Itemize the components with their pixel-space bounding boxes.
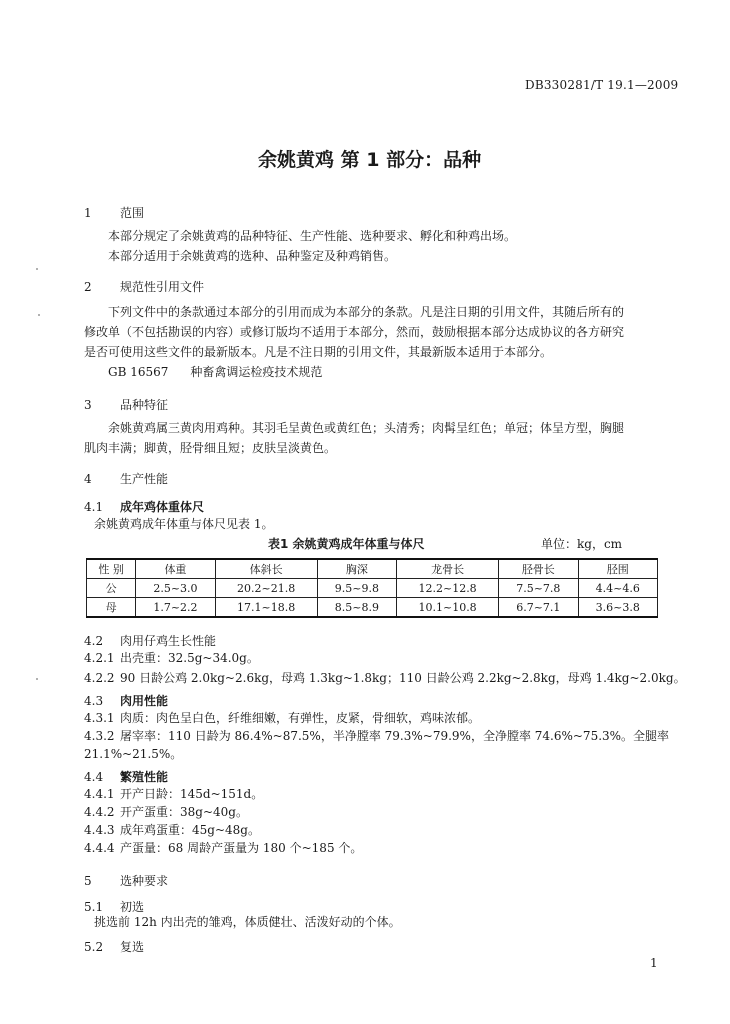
- table-cell: 10.1~10.8: [397, 598, 499, 618]
- paragraph: 挑选前 12h 内出壳的雏鸡，体质健壮、活泼好动的个体。: [94, 915, 401, 929]
- clause-continuation: 21.1%~21.5%。: [84, 747, 183, 761]
- clause-text: 产蛋量：68 周龄产蛋量为 180 个~185 个。: [120, 841, 363, 855]
- section-3-heading: [84, 396, 168, 413]
- section-number: 4.4: [84, 770, 104, 784]
- section-title: 品种特征: [120, 398, 169, 412]
- table-cell: 1.7~2.2: [136, 598, 215, 618]
- table-cell: 17.1~18.8: [215, 598, 317, 618]
- clause-4-2-1: [84, 648, 259, 669]
- table-cell: 2.5~3.0: [136, 579, 215, 598]
- clause-4-4-4: [84, 838, 362, 859]
- clause-number: 4.2.1: [84, 651, 115, 665]
- section-1-heading: [84, 204, 144, 221]
- table-header-row: [87, 559, 658, 579]
- paragraph-line: 余姚黄鸡属三黄肉用鸡种。其羽毛呈黄色或黄红色；头清秀；肉髯呈红色；单冠；体呈方型，胸腿: [108, 421, 625, 435]
- section-number: 4.1: [84, 500, 104, 514]
- section-title: 复选: [120, 940, 145, 954]
- section-number: 4.3: [84, 694, 104, 708]
- table-cell: 8.5~8.9: [317, 598, 396, 618]
- clause-number: 4.4.4: [84, 841, 115, 855]
- paragraph-line: 下列文件中的条款通过本部分的引用而成为本部分的条款。凡是注日期的引用文件，其随后所有的: [108, 305, 625, 319]
- scan-artifact: [38, 314, 40, 316]
- clause-number: 4.4.1: [84, 787, 115, 801]
- table-cell: 公: [87, 579, 136, 598]
- section-number: 1: [84, 206, 92, 220]
- clause-text: 成年鸡蛋重：45g~48g。: [120, 823, 260, 837]
- section-title: 范围: [120, 206, 145, 220]
- clause-number: 4.4.2: [84, 805, 115, 819]
- section-title: 规范性引用文件: [120, 280, 205, 294]
- table-cell: 20.2~21.8: [215, 579, 317, 598]
- subsection-4-2-heading: [84, 632, 216, 649]
- scan-artifact: [36, 268, 38, 270]
- clause-number: 4.3.1: [84, 711, 115, 725]
- section-number: 3: [84, 398, 92, 412]
- table-cell: 母: [87, 598, 136, 618]
- section-4-heading: [84, 470, 168, 487]
- column-header: 性 别: [87, 559, 136, 579]
- normative-reference: [108, 362, 322, 383]
- paragraph: 本部分规定了余姚黄鸡的品种特征、生产性能、选种要求、孵化和种鸡出场。: [108, 229, 517, 243]
- subsection-5-2-heading: [84, 938, 144, 955]
- clause-text: 肉质：肉色呈白色，纤维细嫩，有弹性，皮紧，骨细软，鸡味浓郁。: [120, 711, 481, 725]
- clause-text: 开产日龄：145d~151d。: [120, 787, 264, 801]
- paragraph-line: 肌肉丰满；脚黄，胫骨细且短；皮肤呈淡黄色。: [84, 441, 337, 455]
- page-number: 1: [650, 956, 658, 970]
- column-header: 胸深: [317, 559, 396, 579]
- table-cell: 6.7~7.1: [499, 598, 578, 618]
- clause-text: 开产蛋重：38g~40g。: [120, 805, 248, 819]
- paragraph-line: 是否可使用这些文件的最新版本。凡是不注日期的引用文件，其最新版本适用于本部分。: [84, 345, 553, 359]
- paragraph: 余姚黄鸡成年体重与体尺见表 1。: [94, 517, 274, 531]
- table-row: [87, 579, 658, 598]
- section-2-heading: [84, 278, 204, 295]
- section-number: 4: [84, 472, 92, 486]
- reference-title: 种畜禽调运检疫技术规范: [190, 365, 323, 379]
- clause-4-2-2: [84, 668, 686, 689]
- reference-code: GB 16567: [108, 365, 169, 379]
- scan-artifact: [36, 678, 38, 680]
- table-caption: 表1 余姚黄鸡成年体重与体尺: [268, 537, 425, 551]
- clause-number: 4.4.3: [84, 823, 115, 837]
- table-cell: 7.5~7.8: [499, 579, 578, 598]
- section-title: 繁殖性能: [120, 770, 169, 784]
- clause-text: 90 日龄公鸡 2.0kg~2.6kg，母鸡 1.3kg~1.8kg；110 日龄公鸡 2.2kg~2.8kg，母鸡 1.4kg~2.0kg。: [120, 671, 686, 685]
- subsection-4-1-heading: [84, 498, 204, 515]
- table-unit: 单位：kg，cm: [541, 537, 623, 551]
- section-number: 5: [84, 874, 92, 888]
- document-id: DB330281/T 19.1—2009: [525, 78, 679, 92]
- section-title: 成年鸡体重体尺: [120, 500, 205, 514]
- paragraph-line: 修改单（不包括勘误的内容）或修订版均不适用于本部分，然而，鼓励根据本部分达成协议的各方研究: [84, 325, 625, 339]
- column-header: 胫围: [578, 559, 657, 579]
- column-header: 胫骨长: [499, 559, 578, 579]
- section-title: 肉用仔鸡生长性能: [120, 634, 217, 648]
- table-cell: 3.6~3.8: [578, 598, 657, 618]
- section-number: 5.1: [84, 900, 104, 914]
- column-header: 体重: [136, 559, 215, 579]
- page-title: 余姚黄鸡 第 1 部分：品种: [258, 149, 482, 171]
- clause-text: 屠宰率：110 日龄为 86.4%~87.5%，半净膛率 79.3%~79.9%，全净膛率 74.6%~75.3%。全腿率: [120, 729, 670, 743]
- section-title: 选种要求: [120, 874, 169, 888]
- section-5-heading: [84, 872, 168, 889]
- section-number: 2: [84, 280, 92, 294]
- section-number: 5.2: [84, 940, 104, 954]
- section-number: 4.2: [84, 634, 104, 648]
- section-title: 生产性能: [120, 472, 169, 486]
- clause-number: 4.2.2: [84, 671, 115, 685]
- table-row: [87, 598, 658, 618]
- paragraph: 本部分适用于余姚黄鸡的选种、品种鉴定及种鸡销售。: [108, 249, 397, 263]
- subsection-4-4-heading: [84, 768, 168, 785]
- table-cell: 12.2~12.8: [397, 579, 499, 598]
- clause-text: 出壳重：32.5g~34.0g。: [120, 651, 259, 665]
- clause-number: 4.3.2: [84, 729, 115, 743]
- data-table: [86, 558, 658, 618]
- section-title: 肉用性能: [120, 694, 169, 708]
- column-header: 体斜长: [215, 559, 317, 579]
- table-cell: 9.5~9.8: [317, 579, 396, 598]
- table-cell: 4.4~4.6: [578, 579, 657, 598]
- section-title: 初选: [120, 900, 145, 914]
- column-header: 龙骨长: [397, 559, 499, 579]
- subsection-4-3-heading: [84, 692, 168, 709]
